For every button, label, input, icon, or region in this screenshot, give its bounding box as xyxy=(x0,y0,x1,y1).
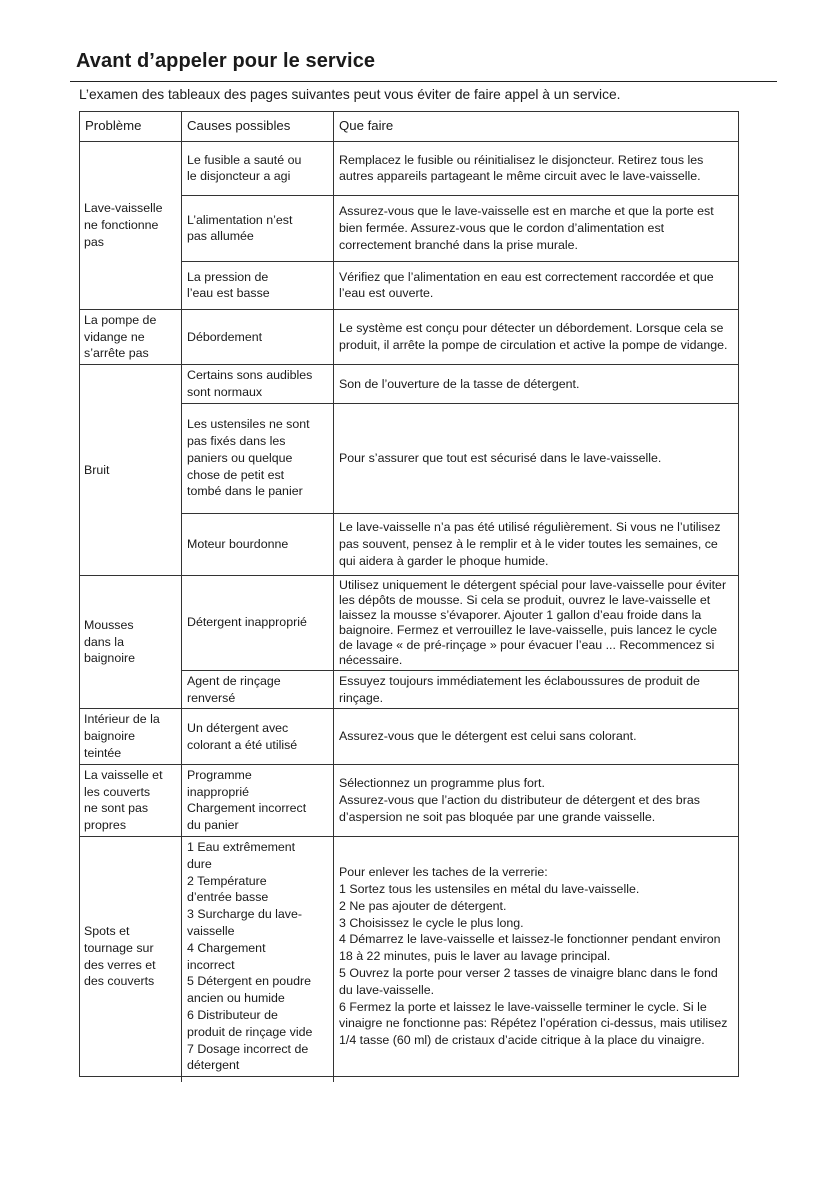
problem-cell: Lave-vaisselle ne fonctionne pas xyxy=(80,141,182,309)
fix-cell: Vérifiez que l’alimentation en eau est correctement raccordée et que l’eau est ouverte. xyxy=(334,261,739,309)
tail-cell xyxy=(80,1077,182,1083)
fix-cell: Assurez-vous que le lave-vaisselle est en marche et que la porte est bien fermée. Assurez-vous que le cordon d’alimentation est correctement branché dans la prise murale. xyxy=(334,195,739,261)
table-header-row xyxy=(80,112,739,142)
cause-cell: La pression de l’eau est basse xyxy=(182,261,334,309)
cause-cell: Le fusible a sauté ou le disjoncteur a agi xyxy=(182,141,334,195)
intro-text: L’examen des tableaux des pages suivantes peut vous éviter de faire appel à un service. xyxy=(79,87,621,102)
page-title: Avant d’appeler pour le service xyxy=(76,50,376,72)
cause-cell: Débordement xyxy=(182,309,334,364)
cause-cell: Un détergent avec colorant a été utilisé xyxy=(182,709,334,764)
header-fix: Que faire xyxy=(334,112,739,142)
problem-cell: Mousses dans la baignoire xyxy=(80,575,182,709)
cause-cell: Programme inapproprié Chargement incorrect du panier xyxy=(182,764,334,836)
cause-cell: Certains sons audibles sont normaux xyxy=(182,365,334,404)
fix-cell: Assurez-vous que le détergent est celui sans colorant. xyxy=(334,709,739,764)
table-row xyxy=(80,836,739,1076)
problem-cell: Bruit xyxy=(80,365,182,576)
tail-cell xyxy=(182,1077,334,1083)
troubleshooting-table xyxy=(79,111,739,1082)
cause-cell: Moteur bourdonne xyxy=(182,513,334,575)
table-row xyxy=(80,365,739,404)
header-problem: Problème xyxy=(80,112,182,142)
header-causes: Causes possibles xyxy=(182,112,334,142)
fix-cell: Le système est conçu pour détecter un débordement. Lorsque cela se produit, il arrête la pompe de circulation et active la pompe de vidange. xyxy=(334,309,739,364)
fix-cell: Pour enlever les taches de la verrerie: 1 Sortez tous les ustensiles en métal du lave-vaisselle. 2 Ne pas ajouter de détergent. 3 Choisissez le cycle le plus long. 4 Démarrez le lave-vaisselle et laissez-le fonctionner pendant environ 18 à 22 minutes, puis le laver au lavage principal. 5 Ouvrez la porte pour verser 2 tasses de vinaigre blanc dans le fond du lave-vaisselle. 6 Fermez la porte et laissez le lave-vaisselle terminer le cycle. Si le vinaigre ne fonctionne pas: Répétez l’opération ci-dessus, mais utilisez 1/4 tasse (60 ml) de cristaux d’acide citrique à la place du vinaigre. xyxy=(334,836,739,1076)
fix-cell: Utilisez uniquement le détergent spécial pour lave-vaisselle pour éviter les dépôts de mousse. Si cela se produit, ouvrez le lave-vaisselle et laissez la mousse s’évaporer. Ajouter 1 gallon d’eau froide dans la baignoire. Fermez et verrouillez le lave-vaisselle, puis lancez le cycle de lavage « de pré-rinçage » pour évacuer l’eau ... Recommencez si nécessaire. xyxy=(334,575,739,670)
problem-cell: Spots et tournage sur des verres et des couverts xyxy=(80,836,182,1076)
cause-cell: Détergent inapproprié xyxy=(182,575,334,670)
problem-cell: Intérieur de la baignoire teintée xyxy=(80,709,182,764)
table-row xyxy=(80,709,739,764)
cause-cell: Agent de rinçage renversé xyxy=(182,670,334,709)
cause-cell: L’alimentation n’est pas allumée xyxy=(182,195,334,261)
table-row xyxy=(80,141,739,195)
problem-cell: La pompe de vidange ne s’arrête pas xyxy=(80,309,182,364)
fix-cell: Son de l’ouverture de la tasse de détergent. xyxy=(334,365,739,404)
table-tail xyxy=(80,1077,739,1083)
fix-cell: Pour s’assurer que tout est sécurisé dans le lave-vaisselle. xyxy=(334,403,739,513)
problem-cell: La vaisselle et les couverts ne sont pas propres xyxy=(80,764,182,836)
tail-cell xyxy=(334,1077,739,1083)
title-divider xyxy=(70,81,777,82)
fix-cell: Remplacez le fusible ou réinitialisez le disjoncteur. Retirez tous les autres appareils partageant le même circuit avec le lave-vaisselle. xyxy=(334,141,739,195)
table-row xyxy=(80,309,739,364)
cause-cell: 1 Eau extrêmement dure 2 Température d’entrée basse 3 Surcharge du lave- vaisselle 4 Chargement incorrect 5 Détergent en poudre ancien ou humide 6 Distributeur de produit de rinçage vide 7 Dosage incorrect de détergent xyxy=(182,836,334,1076)
cause-cell: Les ustensiles ne sont pas fixés dans les paniers ou quelque chose de petit est tombé dans le panier xyxy=(182,403,334,513)
table-row xyxy=(80,764,739,836)
fix-cell: Essuyez toujours immédiatement les éclaboussures de produit de rinçage. xyxy=(334,670,739,709)
fix-cell: Sélectionnez un programme plus fort. Assurez-vous que l’action du distributeur de détergent et des bras d’aspersion ne soit pas bloquée par une grande vaisselle. xyxy=(334,764,739,836)
table-row xyxy=(80,575,739,670)
fix-cell: Le lave-vaisselle n’a pas été utilisé régulièrement. Si vous ne l’utilisez pas souvent, pensez à le remplir et à le vider toutes les semaines, ce qui aidera à garder le phoque humide. xyxy=(334,513,739,575)
